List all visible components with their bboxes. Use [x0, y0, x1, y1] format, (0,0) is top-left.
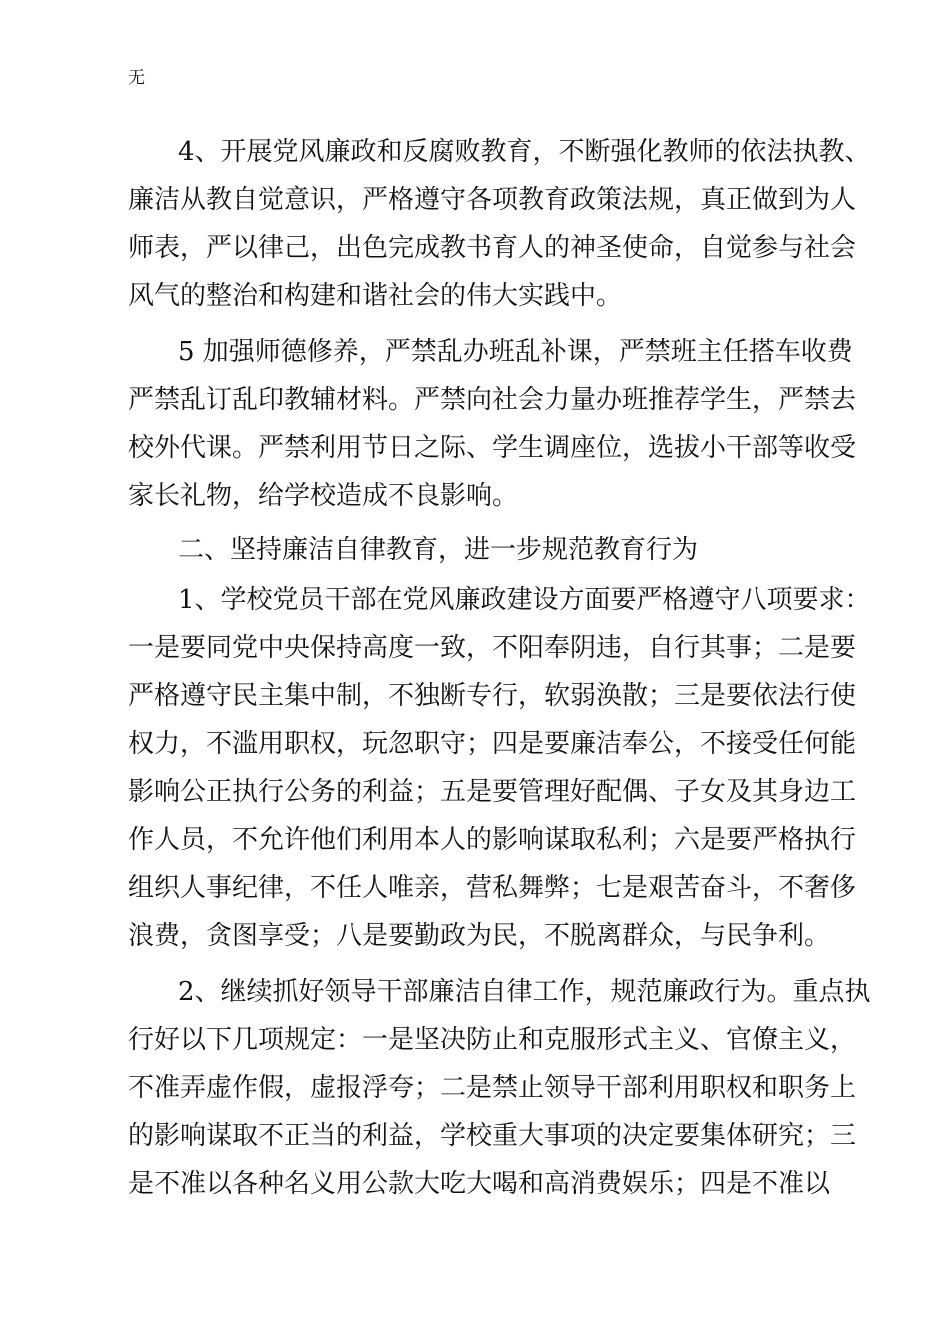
paragraph-line: 师表，严以律己，出色完成教书育人的神圣使命，自觉参与社会 [128, 233, 857, 263]
paragraph-line: 是不准以各种名义用公款大吃大喝和高消费娱乐；四是不准以 [128, 1169, 831, 1199]
paragraph-line: 作人员，不允许他们利用本人的影响谋取私利；六是要严格执行 [128, 825, 857, 855]
section-heading-line: 二、坚持廉洁自律教育，进一步规范教育行为 [178, 535, 699, 565]
paragraph-line: 廉洁从教自觉意识，严格遵守各项教育政策法规，真正做到为人 [128, 185, 857, 215]
paragraph-line: 风气的整治和构建和谐社会的伟大实践中。 [128, 281, 623, 311]
paragraph-line: 家长礼物，给学校造成不良影响。 [128, 481, 519, 511]
header-mark: 无 [128, 68, 145, 88]
paragraph-line: 的影响谋取不正当的利益，学校重大事项的决定要集体研究；三 [128, 1121, 857, 1151]
paragraph-line: 4、开展党风廉政和反腐败教育，不断强化教师的依法执教、 [178, 137, 871, 167]
paragraph-line: 不准弄虚作假，虚报浮夸；二是禁止领导干部利用职权和职务上 [128, 1073, 857, 1103]
paragraph-line: 浪费，贪图享受；八是要勤政为民，不脱离群众，与民争利。 [128, 921, 831, 951]
paragraph-line: 严禁乱订乱印教辅材料。严禁向社会力量办班推荐学生，严禁去 [128, 385, 857, 415]
paragraph-line: 影响公正执行公务的利益；五是要管理好配偶、子女及其身边工 [128, 777, 857, 807]
paragraph-line: 5 加强师德修养，严禁乱办班乱补课，严禁班主任搭车收费 [178, 337, 853, 367]
paragraph-line: 2、继续抓好领导干部廉洁自律工作，规范廉政行为。重点执 [178, 977, 871, 1007]
paragraph-line: 校外代课。严禁利用节日之际、学生调座位，选拔小干部等收受 [128, 433, 857, 463]
paragraph-line: 1、学校党员干部在党风廉政建设方面要严格遵守八项要求： [178, 585, 871, 615]
paragraph-line: 严格遵守民主集中制，不独断专行，软弱涣散；三是要依法行使 [128, 681, 857, 711]
paragraph-line: 一是要同党中央保持高度一致，不阳奉阴违，自行其事；二是要 [128, 633, 857, 663]
paragraph-line: 组织人事纪律，不任人唯亲，营私舞弊；七是艰苦奋斗，不奢侈 [128, 873, 857, 903]
paragraph-line: 权力，不滥用职权，玩忽职守；四是要廉洁奉公，不接受任何能 [128, 729, 857, 759]
paragraph-line: 行好以下几项规定：一是坚决防止和克服形式主义、官僚主义， [128, 1025, 857, 1055]
